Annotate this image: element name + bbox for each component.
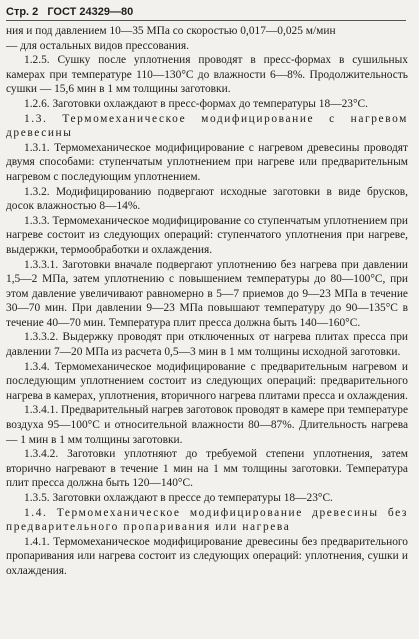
page-label: Стр. 2: [6, 6, 39, 18]
section-heading-1-4: 1.4. Термомеханическое модифицирование древесины без предварительного пропаривания или нагрева: [6, 506, 408, 534]
paragraph-1-3-4-1: 1.3.4.1. Предварительный нагрев заготовок проводят в камере при температуре воздуха 95—100°С и относительной влажности 80—87%. Длительность нагрева — 1 мин в 1 мм толщины заготовки.: [6, 404, 408, 446]
standard-number: ГОСТ 24329—80: [47, 6, 134, 18]
paragraph-1-3-3-1: 1.3.3.1. Заготовки вначале подвергают уплотнению без нагрева при давлении 1,5—2 МПа, затем уплотнению с повышением температуры до 80—100°С, при этом давление увеличивают равномерно в 5—7 приемов до 9—23 МПа в течение 30—70 мин. При давлении 9—23 МПа повышают температуру до 90—135°С в течение 40—70 мин. Температура плит пресса должна быть 140—160°С.: [6, 258, 408, 329]
paragraph-1-3-4: 1.3.4. Термомеханическое модифицирование с предварительным нагревом и последующим уплотнением состоит из следующих операций: предварительного нагрева в камерах, уплотнения, вторичного нагрева плитами пресса и охлаждения.: [6, 360, 408, 402]
page-header: [6, 6, 406, 21]
section-heading-1-3: 1.3. Термомеханическое модифицирование с нагревом древесины: [6, 112, 408, 140]
paragraph-1-3-2: 1.3.2. Модифицированию подвергают исходные заготовки в виде брусков, досок влажностью 8—14%.: [6, 185, 408, 213]
paragraph-1-3-3-2: 1.3.3.2. Выдержку проводят при отключенных от нагрева плитах пресса при давлении 7—20 МПа из расчета 0,5—3 мин в 1 мм толщины исходной заготовки.: [6, 331, 408, 359]
paragraph-1-3-3: 1.3.3. Термомеханическое модифицирование со ступенчатым уплотнением при нагреве состоит из следующих операций: ступенчатого уплотнения при нагреве, выдержки, термообработки и охлаждения.: [6, 214, 408, 256]
paragraph: ния и под давлением 10—35 МПа со скоростью 0,017—0,025 м/мин: [6, 25, 336, 37]
paragraph-1-2-5: 1.2.5. Сушку после уплотнения проводят в пресс-формах в сушильных камерах при температуре 110—130°С до влажности 6—8%. Продолжительность сушки — 15,6 мин в 1 мм толщины заготовки.: [6, 54, 408, 96]
paragraph-1-3-4-2: 1.3.4.2. Заготовки уплотняют до требуемой степени уплотнения, затем вторично нагревают в течение 1 мин на 1 мм толщины заготовки. Температура плит пресса должна быть 120—140°С.: [6, 448, 408, 490]
document-body: [6, 24, 408, 579]
paragraph: — для остальных видов прессования.: [6, 39, 189, 52]
paragraph-1-3-5: 1.3.5. Заготовки охлаждают в прессе до температуры 18—23°С.: [24, 492, 333, 504]
paragraph-1-4-1: 1.4.1. Термомеханическое модифицирование древесины без предварительного пропаривания или нагрева состоит из следующих операций: уплотнения, сушки и охлаждения.: [6, 535, 408, 577]
paragraph-1-2-6: 1.2.6. Заготовки охлаждают в пресс-формах до температуры 18—23°С.: [24, 97, 368, 110]
paragraph-1-3-1: 1.3.1. Термомеханическое модифицирование с нагревом древесины проводят двумя способами: ступенчатым уплотнением при нагреве или предварительным нагревом с последующим уплотнением.: [6, 141, 408, 183]
